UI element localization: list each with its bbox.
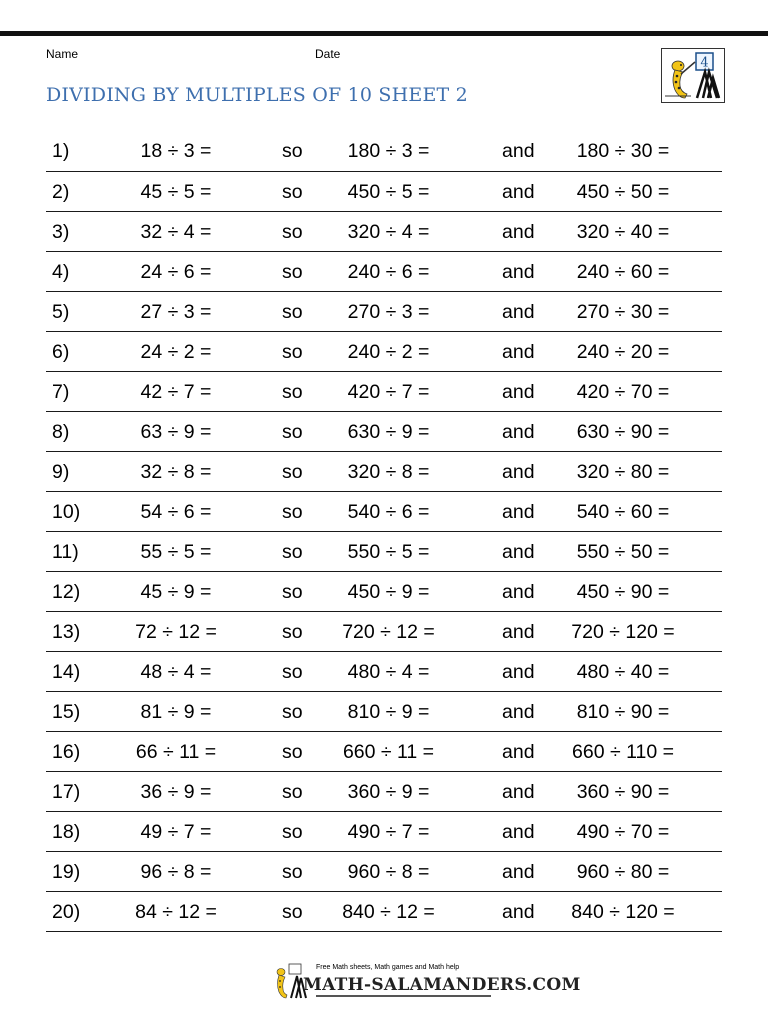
question-number: 2) (52, 181, 70, 203)
and-word: and (502, 861, 535, 883)
so-word: so (282, 861, 303, 883)
scaled-dividend-equation: 840 ÷ 12 = (342, 901, 435, 923)
so-word: so (282, 461, 303, 483)
scaled-both-equation: 490 ÷ 70 = (576, 821, 670, 843)
so-word: so (282, 741, 303, 763)
so-word: so (282, 661, 303, 683)
so-word: so (282, 581, 303, 603)
so-word: so (282, 901, 303, 923)
scaled-dividend-equation: 360 ÷ 9 = (347, 781, 430, 803)
scaled-both-equation: 450 ÷ 90 = (576, 581, 670, 603)
scaled-both-equation: 550 ÷ 50 = (576, 541, 670, 563)
base-equation: 63 ÷ 9 = (140, 421, 212, 443)
question-number: 9) (52, 461, 70, 483)
question-number: 11) (52, 541, 79, 563)
so-word: so (282, 181, 303, 203)
and-word: and (502, 140, 535, 162)
date-label: Date (315, 47, 341, 61)
scaled-dividend-equation: 450 ÷ 5 = (347, 181, 430, 203)
and-word: and (502, 461, 535, 483)
salamander-easel-logo-icon (661, 48, 725, 103)
question-row (46, 492, 722, 532)
and-word: and (502, 741, 535, 763)
so-word: so (282, 381, 303, 403)
base-equation: 72 ÷ 12 = (135, 621, 217, 643)
question-row (46, 732, 722, 772)
so-word: so (282, 140, 303, 162)
and-word: and (502, 581, 535, 603)
question-number: 3) (52, 221, 70, 243)
so-word: so (282, 421, 303, 443)
so-word: so (282, 781, 303, 803)
question-row (46, 532, 722, 572)
scaled-dividend-equation: 420 ÷ 7 = (347, 381, 430, 403)
question-number: 15) (52, 701, 81, 723)
scaled-dividend-equation: 320 ÷ 4 = (347, 221, 430, 243)
question-number: 14) (52, 661, 81, 683)
question-row (46, 172, 722, 212)
base-equation: 45 ÷ 9 = (140, 581, 212, 603)
scaled-both-equation: 180 ÷ 30 = (576, 140, 670, 162)
base-equation: 24 ÷ 2 = (140, 341, 212, 363)
scaled-dividend-equation: 720 ÷ 12 = (342, 621, 435, 643)
question-row (46, 812, 722, 852)
question-row (46, 692, 722, 732)
and-word: and (502, 621, 535, 643)
base-equation: 66 ÷ 11 = (135, 741, 217, 763)
scaled-both-equation: 240 ÷ 20 = (576, 341, 670, 363)
question-number: 16) (52, 741, 81, 763)
question-number: 8) (52, 421, 70, 443)
base-equation: 18 ÷ 3 = (140, 140, 212, 162)
so-word: so (282, 541, 303, 563)
top-rule (0, 31, 768, 36)
question-row (46, 772, 722, 812)
question-row (46, 892, 722, 932)
and-word: and (502, 661, 535, 683)
scaled-both-equation: 270 ÷ 30 = (576, 301, 670, 323)
so-word: so (282, 341, 303, 363)
scaled-both-equation: 320 ÷ 40 = (576, 221, 670, 243)
question-number: 10) (52, 501, 81, 523)
footer-site-name: MATH-SALAMANDERS.COM (303, 975, 581, 995)
scaled-dividend-equation: 490 ÷ 7 = (347, 821, 430, 843)
scaled-both-equation: 360 ÷ 90 = (576, 781, 670, 803)
and-word: and (502, 301, 535, 323)
so-word: so (282, 261, 303, 283)
question-number: 19) (52, 861, 81, 883)
question-row (46, 452, 722, 492)
so-word: so (282, 501, 303, 523)
scaled-dividend-equation: 240 ÷ 2 = (347, 341, 430, 363)
and-word: and (502, 381, 535, 403)
and-word: and (502, 501, 535, 523)
base-equation: 55 ÷ 5 = (140, 541, 212, 563)
question-row (46, 252, 722, 292)
scaled-both-equation: 630 ÷ 90 = (576, 421, 670, 443)
scaled-dividend-equation: 180 ÷ 3 = (347, 140, 430, 162)
question-list (46, 131, 722, 932)
base-equation: 24 ÷ 6 = (140, 261, 212, 283)
base-equation: 48 ÷ 4 = (140, 661, 212, 683)
base-equation: 32 ÷ 4 = (140, 221, 212, 243)
question-number: 5) (52, 301, 70, 323)
scaled-both-equation: 450 ÷ 50 = (576, 181, 670, 203)
scaled-dividend-equation: 810 ÷ 9 = (347, 701, 430, 723)
base-equation: 96 ÷ 8 = (140, 861, 212, 883)
question-row (46, 412, 722, 452)
and-word: and (502, 221, 535, 243)
so-word: so (282, 821, 303, 843)
scaled-both-equation: 810 ÷ 90 = (576, 701, 670, 723)
footer-tagline: Free Math sheets, Math games and Math help (316, 964, 460, 971)
scaled-dividend-equation: 270 ÷ 3 = (347, 301, 430, 323)
question-number: 12) (52, 581, 81, 603)
question-number: 17) (52, 781, 81, 803)
scaled-both-equation: 240 ÷ 60 = (576, 261, 670, 283)
question-number: 6) (52, 341, 70, 363)
base-equation: 32 ÷ 8 = (140, 461, 212, 483)
scaled-dividend-equation: 630 ÷ 9 = (347, 421, 430, 443)
and-word: and (502, 901, 535, 923)
and-word: and (502, 341, 535, 363)
so-word: so (282, 621, 303, 643)
base-equation: 27 ÷ 3 = (140, 301, 212, 323)
so-word: so (282, 701, 303, 723)
page-title: DIVIDING BY MULTIPLES OF 10 SHEET 2 (46, 84, 468, 106)
question-row (46, 292, 722, 332)
scaled-dividend-equation: 540 ÷ 6 = (347, 501, 430, 523)
scaled-both-equation: 840 ÷ 120 = (571, 901, 675, 923)
name-label: Name (46, 47, 79, 61)
scaled-both-equation: 480 ÷ 40 = (576, 661, 670, 683)
base-equation: 49 ÷ 7 = (140, 821, 212, 843)
base-equation: 36 ÷ 9 = (140, 781, 212, 803)
question-number: 7) (52, 381, 70, 403)
question-row (46, 332, 722, 372)
scaled-dividend-equation: 480 ÷ 4 = (347, 661, 430, 683)
scaled-dividend-equation: 550 ÷ 5 = (347, 541, 430, 563)
scaled-dividend-equation: 660 ÷ 11 = (342, 741, 435, 763)
and-word: and (502, 541, 535, 563)
question-number: 20) (52, 901, 81, 923)
question-number: 18) (52, 821, 81, 843)
so-word: so (282, 221, 303, 243)
scaled-dividend-equation: 960 ÷ 8 = (347, 861, 430, 883)
footer (271, 962, 581, 1002)
scaled-both-equation: 320 ÷ 80 = (576, 461, 670, 483)
question-row (46, 372, 722, 412)
and-word: and (502, 781, 535, 803)
and-word: and (502, 421, 535, 443)
scaled-dividend-equation: 240 ÷ 6 = (347, 261, 430, 283)
question-row (46, 212, 722, 252)
scaled-dividend-equation: 450 ÷ 9 = (347, 581, 430, 603)
scaled-both-equation: 960 ÷ 80 = (576, 861, 670, 883)
base-equation: 42 ÷ 7 = (140, 381, 212, 403)
question-number: 4) (52, 261, 70, 283)
question-row (46, 572, 722, 612)
question-row (46, 652, 722, 692)
question-row (46, 131, 722, 172)
and-word: and (502, 181, 535, 203)
and-word: and (502, 701, 535, 723)
question-row (46, 852, 722, 892)
and-word: and (502, 821, 535, 843)
and-word: and (502, 261, 535, 283)
logo-card-digit: 4 (700, 55, 709, 71)
base-equation: 81 ÷ 9 = (140, 701, 212, 723)
base-equation: 54 ÷ 6 = (140, 501, 212, 523)
base-equation: 84 ÷ 12 = (135, 901, 217, 923)
scaled-dividend-equation: 320 ÷ 8 = (347, 461, 430, 483)
footer-divider (316, 995, 491, 997)
question-number: 13) (52, 621, 81, 643)
scaled-both-equation: 540 ÷ 60 = (576, 501, 670, 523)
scaled-both-equation: 420 ÷ 70 = (576, 381, 670, 403)
base-equation: 45 ÷ 5 = (140, 181, 212, 203)
question-row (46, 612, 722, 652)
scaled-both-equation: 660 ÷ 110 = (572, 741, 674, 763)
question-number: 1) (52, 140, 70, 162)
so-word: so (282, 301, 303, 323)
scaled-both-equation: 720 ÷ 120 = (571, 621, 675, 643)
